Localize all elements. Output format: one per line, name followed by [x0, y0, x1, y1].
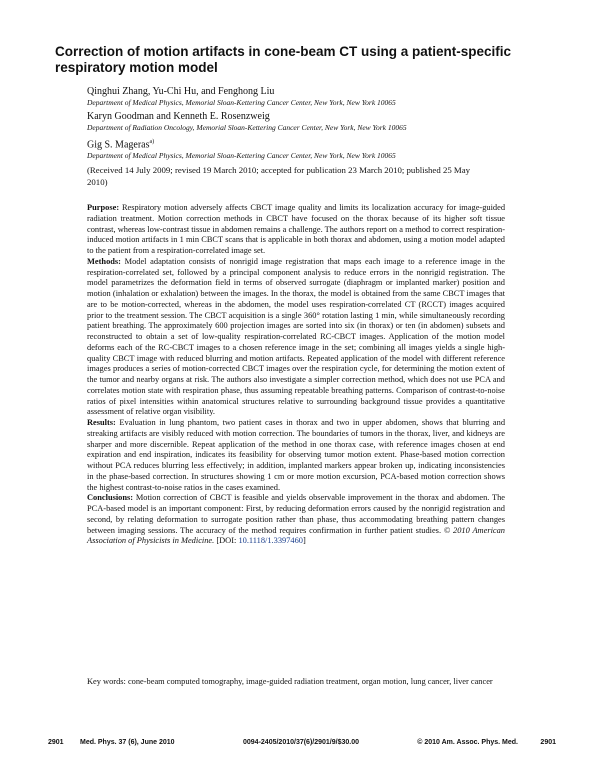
author-group — [87, 86, 567, 108]
footnote-mark[interactable]: a) — [149, 139, 155, 145]
copyright-notice: © 2010 American Association of Physicists in Medicine. — [87, 525, 505, 546]
keywords: Key words: cone-beam computed tomography, image-guided radiation treatment, organ motion, lung cancer, liver cancer — [87, 677, 493, 686]
author-block — [87, 86, 567, 188]
author-names — [87, 136, 567, 151]
doi-link[interactable]: 10.1118/1.3397460 — [238, 536, 303, 546]
title-line-2: respiratory motion model — [55, 60, 218, 75]
abstract-conclusions — [87, 493, 505, 547]
results-text: Evaluation in lung phantom, two patient cases in thorax and two in upper abdomen, shows that blurring and streaking artifacts are visibly reduced with motion correction. The boundaries of tumors in the thorax, liver, and kidneys are sharper and more discernible. Repeat application of the method in one thorax case, with reference images chosen at end expiration and end inspiration, indicates its feasibility for observing tumor motion extent. Phase-based motion correction without PCA reduces blurring less effectively; in addition, implanted markers appear broken up, indicating inconsistencies in the phase-based correction. In structures showing 1 cm or more motion excursion, PCA-based motion correction shows the highest contrast-to-noise ratios in the cases examined. — [87, 418, 506, 492]
conclusions-label: Conclusions: — [87, 493, 134, 503]
author-affiliation: Department of Medical Physics, Memorial Sloan-Kettering Cancer Center, New York, New York 10065 — [87, 98, 396, 107]
footer-page-number-left: 2901 — [48, 739, 64, 746]
author-name: Gig S. Mageras — [87, 139, 150, 151]
footer-code: 0094-2405/2010/37(6)/2901/9/$30.00 — [243, 739, 359, 746]
conclusions-text: Motion correction of CBCT is feasible and yields observable improvement in the thorax and abdomen. The PCA-based model is an important component: First, by reducing deformation errors caused by the nonrigid registration and second, by relating deformation to surrogate position rather than phase, thus accommodating breathing pattern changes between imaging sessions. The accuracy of the method requires confirmation in further patient studies. — [87, 493, 505, 535]
purpose-text: Respiratory motion adversely affects CBCT image quality and limits its localization accuracy for image-guided radiation treatment. Motion correction methods in CBCT have focused on the thorax because of its higher soft tissue contrast, whereas low-contrast tissue in abdomen remains a challenge. The authors report on a method to correct respiration-induced motion artifacts in 1 min CBCT scans that is applicable in both thorax and abdomen, using a motion model adapted to the patient from a respiration-correlated image set. — [87, 203, 506, 255]
page-footer — [48, 739, 556, 751]
doi-suffix: ] — [302, 536, 306, 546]
article-title — [55, 44, 555, 76]
received-dates: (Received 14 July 2009; revised 19 March 2010; accepted for publication 23 March 2010; published 25 May 2010) — [87, 165, 471, 188]
title-line-1: Correction of motion artifacts in cone-beam CT using a patient-specific — [55, 44, 512, 59]
author-group — [87, 111, 567, 133]
purpose-label: Purpose: — [87, 203, 120, 212]
methods-label: Methods: — [87, 256, 121, 266]
doi-prefix: [DOI: — [216, 536, 237, 546]
methods-text: Model adaptation consists of nonrigid image registration that maps each image to a reference image in the respiration-correlated set, followed by a principal component analysis to reduce errors in the nonrigid registration. The model parametrizes the deformation field in terms of observed surrogate (diaphragm or implanted marker) position and motion (inhalation or exhalation) between the images. In the thorax, the model is obtained from the same CBCT images that are to be motion-corrected, whereas in the abdomen, the model uses respiration-correlated CT (RCCT) images acquired prior to the treatment session. The CBCT acquisition is a single 360° rotation lasting 1 min, while simultaneously recording patient breathing. The approximately 600 projection images are sorted into six (in thorax) or ten (in abdomen) subsets and reconstructed to obtain a set of low-quality respiration-correlated RC-CBCT images. Application of the motion model deforms each of the RC-CBCT images to a chosen reference image in the set; combining all images yields a single high-quality CBCT image with reduced blurring and motion artifacts. Repeated application of the model with different reference images produces a series of motion-corrected CBCT images over the respiration cycle, for determining the motion extent of the tumor and nearby organs at risk. The authors also investigate a simpler correction method, which does not use PCA and correlates motion state with respiration phase, thus assuming repeatable breathing patterns. Comparison of contrast-to-noise ratios of pixel intensities within anatomical structures relative to surrounding background tissue provides a quantitative assessment of relative organ visibility. — [87, 256, 506, 417]
author-group — [87, 136, 567, 161]
results-label: Results: — [87, 418, 116, 427]
author-names: Qinghui Zhang, Yu-Chi Hu, and Fenghong Liu — [87, 86, 275, 97]
abstract-results — [87, 418, 505, 493]
footer-journal: Med. Phys. 37 (6), June 2010 — [80, 739, 175, 746]
abstract-purpose — [87, 203, 505, 257]
abstract — [87, 203, 505, 547]
abstract-methods — [87, 257, 505, 418]
author-affiliation: Department of Medical Physics, Memorial Sloan-Kettering Cancer Center, New York, New York 10065 — [87, 151, 396, 161]
footer-page-number-right: 2901 — [540, 739, 556, 746]
footer-copyright: © 2010 Am. Assoc. Phys. Med. — [417, 739, 518, 746]
author-affiliation: Department of Radiation Oncology, Memorial Sloan-Kettering Cancer Center, New York, New York 10065 — [87, 123, 407, 132]
author-names: Karyn Goodman and Kenneth E. Rosenzweig — [87, 111, 270, 122]
